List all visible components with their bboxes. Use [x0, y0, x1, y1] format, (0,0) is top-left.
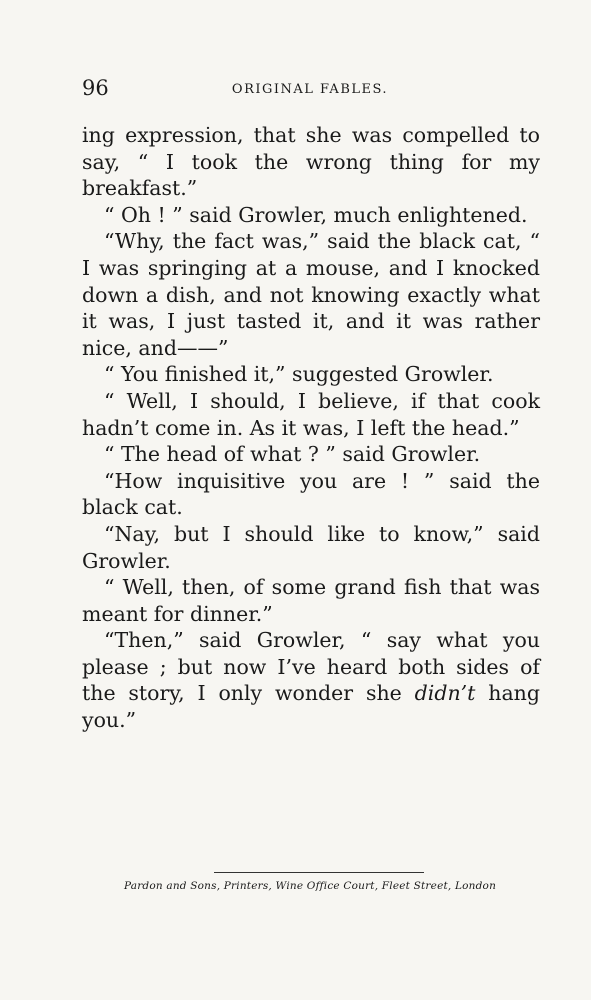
paragraph: “Nay, but I should like to know,” said Growler.: [82, 521, 540, 573]
paragraph-text: “Then,” said Growler, “ say what you please ; but now I’ve heard both sides of the story, I only wonder she: [82, 628, 540, 706]
footer-rule: [214, 872, 424, 873]
paragraph-text: hang you.”: [82, 681, 540, 733]
paragraph-continuation: ing expression, that she was compelled to say, “ I took the wrong thing for my breakfast.”: [82, 123, 540, 201]
page-number: 96: [82, 76, 109, 100]
page-header: [82, 76, 538, 106]
paragraph: “Why, the fact was,” said the black cat, “ I was springing at a mouse, and I knocked down a dish, and not knowing exactly what it was, I just tasted it, and it was rather nice, and——”: [82, 229, 540, 360]
paragraph-final: [82, 627, 540, 733]
paragraph: “How inquisitive you are ! ” said the black cat.: [82, 468, 540, 520]
italic-emphasis: didn’t: [414, 681, 476, 706]
printer-imprint: Pardon and Sons, Printers, Wine Office Court, Fleet Street, London: [123, 880, 497, 892]
paragraph: “ You finished it,” suggested Growler.: [104, 362, 494, 387]
paragraph: “ Well, I should, I believe, if that cook hadn’t come in. As it was, I left the head.”: [82, 388, 540, 440]
body-text: [82, 122, 540, 734]
running-title: ORIGINAL FABLES.: [231, 82, 389, 97]
paragraph: “ Oh ! ” said Growler, much enlightened.: [104, 202, 528, 227]
paragraph: “ Well, then, of some grand fish that was meant for dinner.”: [82, 575, 540, 626]
paragraph: “ The head of what ? ” said Growler.: [104, 442, 481, 467]
